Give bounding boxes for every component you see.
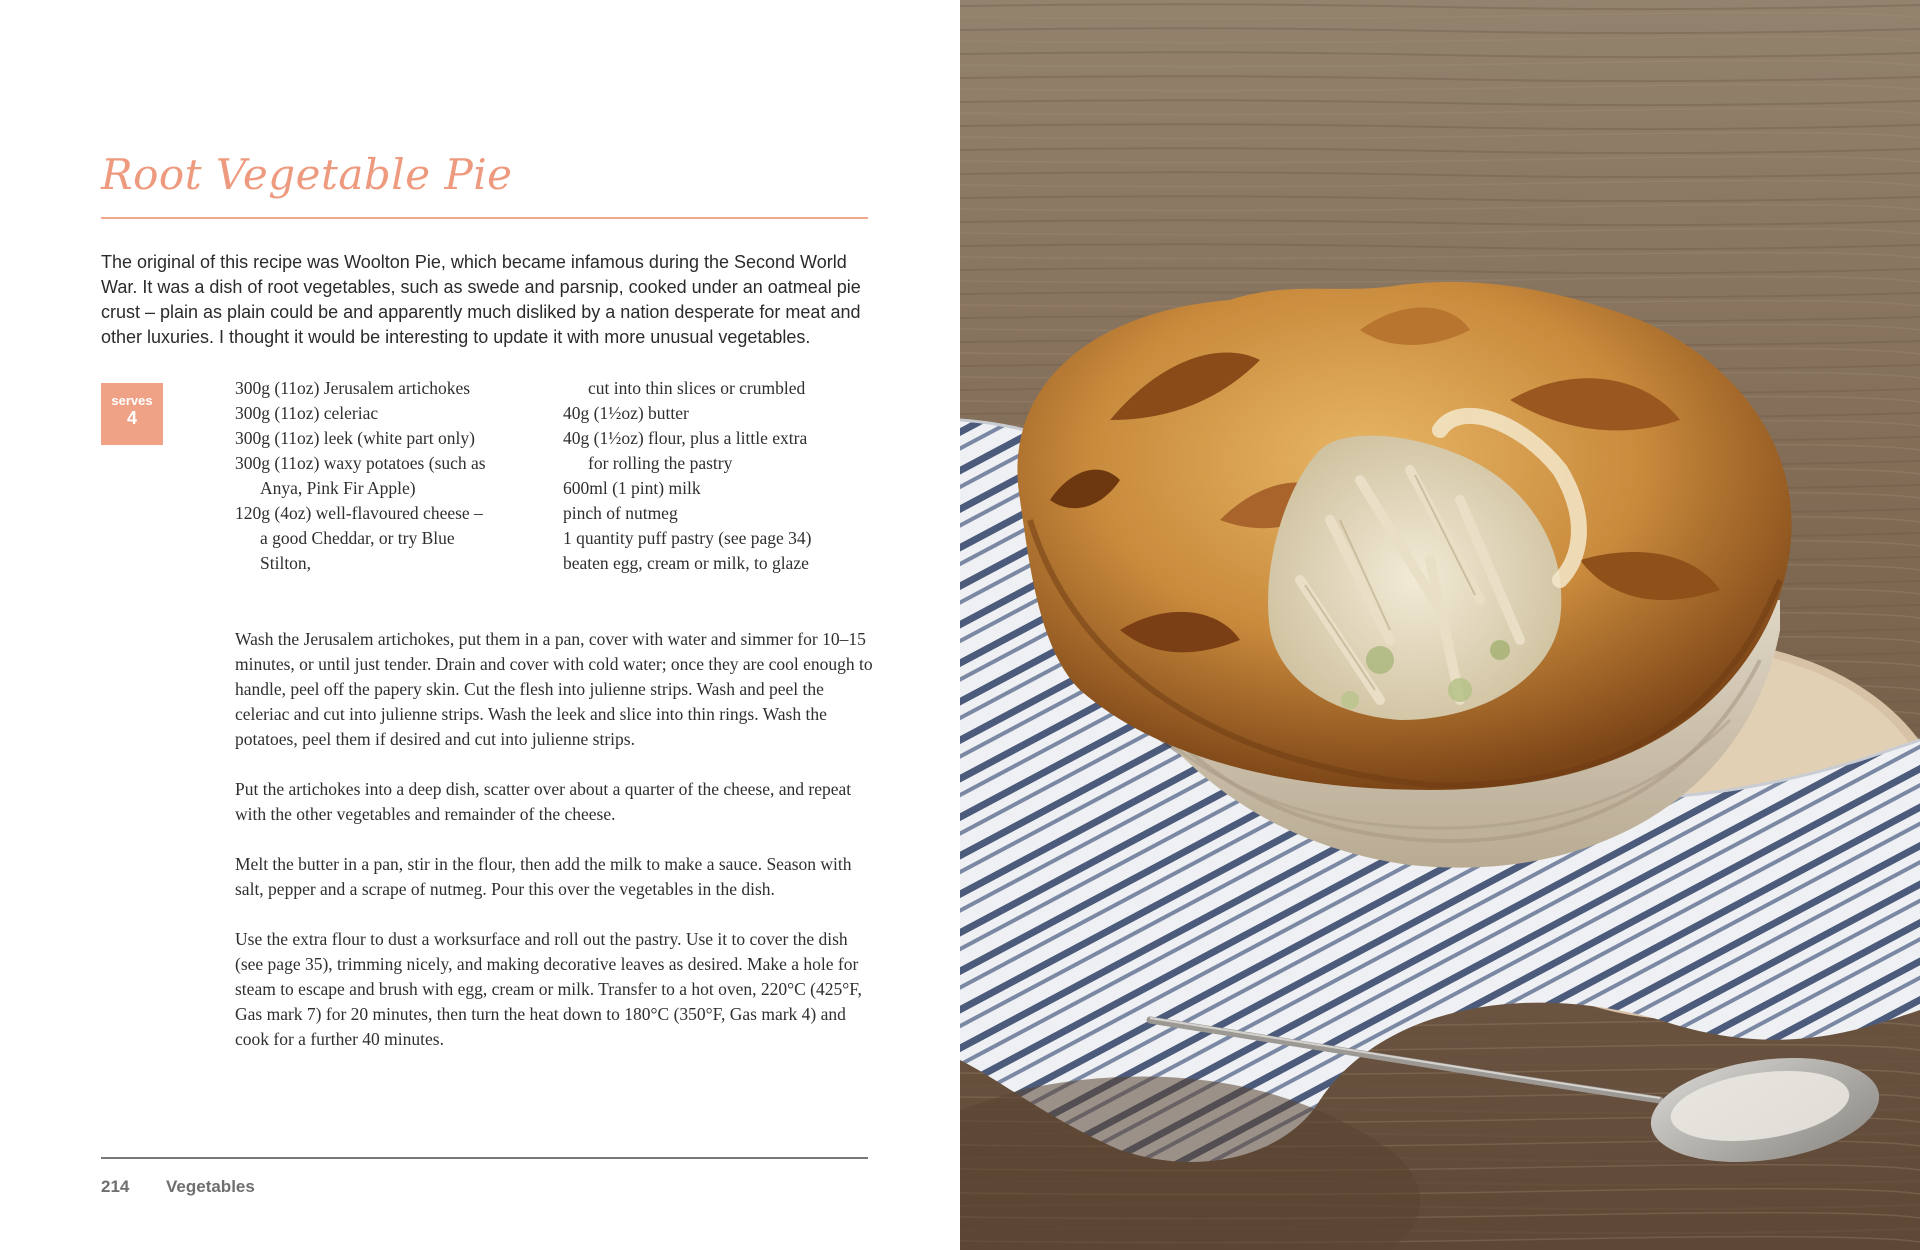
recipe-intro: The original of this recipe was Woolton Pie, which became infamous during the Second World War. It was a dish of root vegetables, such as swede and parsnip, cooked under an oatmeal pie crust – plain as plain could be and apparently much disliked by a nation desperate for meat and other luxuries. I thought it would be interesting to update it with more unusual vegetables.	[101, 252, 861, 347]
page-footer	[101, 1177, 255, 1197]
method-paragraph: Melt the butter in a pan, stir in the flour, then add the milk to make a sauce. Season with salt, pepper and a scrape of nutmeg. Pour this over the vegetables in the dish.	[235, 854, 852, 899]
ingredient-line: beaten egg, cream or milk, to glaze	[563, 553, 809, 573]
ingredient-line: cut into thin slices or crumbled	[588, 378, 806, 398]
footer-divider	[101, 1157, 868, 1159]
method-paragraph: Use the extra flour to dust a worksurface and roll out the pastry. Use it to cover the dish (see page 35), trimming nicely, and making decorative leaves as desired. Make a hole for steam to escape and brush with egg, cream or milk. Transfer to a hot oven, 220°C (425°F, Gas mark 7) for 20 minutes, then turn the heat down to 180°C (350°F, Gas mark 4) and cook for a further 40 minutes.	[235, 929, 862, 1049]
ingredient-line: 300g (11oz) Jerusalem artichokes	[235, 378, 471, 398]
ingredient-line: 40g (1½oz) butter	[563, 403, 689, 423]
method-paragraph: Put the artichokes into a deep dish, scatter over about a quarter of the cheese, and repeat with the other vegetables and remainder of the cheese.	[235, 779, 852, 824]
ingredient-line: Stilton,	[260, 553, 312, 573]
ingredients-column-1	[235, 376, 555, 576]
ingredient-line: 300g (11oz) waxy potatoes (such as	[235, 453, 486, 473]
serves-number: 4	[126, 408, 137, 428]
ingredient-line: for rolling the pastry	[588, 453, 733, 473]
method-paragraph: Wash the Jerusalem artichokes, put them in a pan, cover with water and simmer for 10–15 minutes, or until just tender. Drain and cover with cold water; once they are cool enough to handle, peel off the papery skin. Cut the flesh into julienne strips. Wash and peel the celeriac and cut into julienne strips. Wash the leek and slice into thin rings. Wash the potatoes, peel them if desired and cut into julienne strips.	[235, 629, 873, 749]
title-divider	[101, 217, 868, 219]
ingredient-line: pinch of nutmeg	[563, 503, 678, 523]
recipe-title: Root Vegetable Pie	[101, 150, 513, 199]
ingredient-line: 40g (1½oz) flour, plus a little extra	[563, 428, 808, 448]
ingredient-line: 1 quantity puff pastry (see page 34)	[563, 528, 812, 548]
section-name: Vegetables	[166, 1177, 255, 1196]
ingredients-column-2	[563, 376, 883, 576]
ingredient-line: 120g (4oz) well-flavoured cheese –	[235, 503, 483, 523]
ingredient-line: Anya, Pink Fir Apple)	[260, 478, 416, 498]
serves-badge	[101, 383, 163, 445]
ingredient-line: 300g (11oz) celeriac	[235, 403, 379, 423]
ingredient-line: a good Cheddar, or try Blue	[260, 528, 455, 548]
method-steps	[235, 627, 875, 1077]
pie-photo-illustration	[960, 0, 1920, 1250]
ingredient-line: 300g (11oz) leek (white part only)	[235, 428, 475, 448]
page-number: 214	[101, 1177, 130, 1196]
pie-photo	[960, 0, 1920, 1250]
ingredient-line: 600ml (1 pint) milk	[563, 478, 701, 498]
serves-label: serves	[111, 393, 153, 408]
